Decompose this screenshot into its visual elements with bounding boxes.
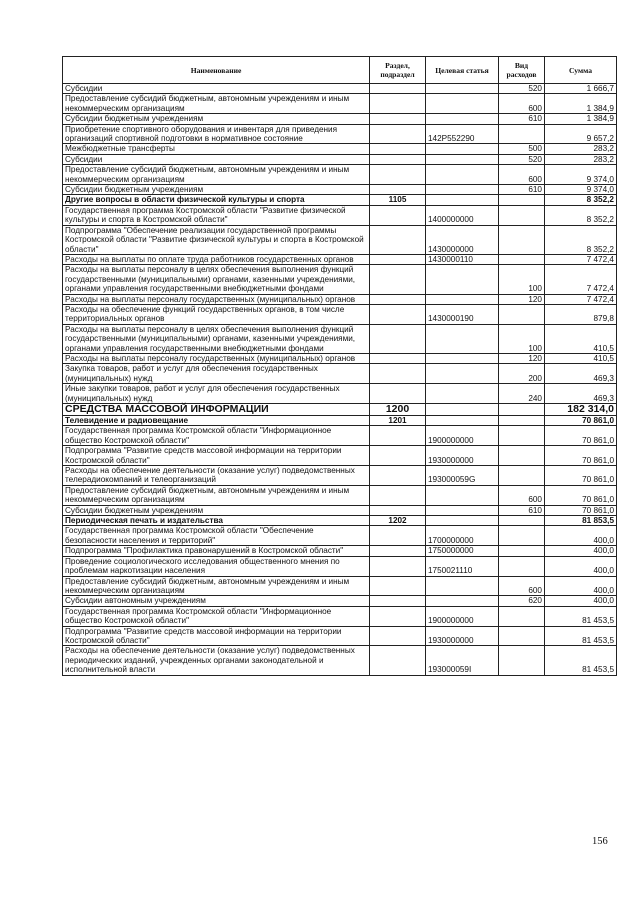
table-row [63, 294, 617, 304]
row-target-cell: 1900000000 [426, 606, 499, 626]
row-type-cell [499, 556, 545, 576]
row-type-cell [499, 404, 545, 416]
row-section-cell [370, 185, 426, 195]
row-target-cell [426, 353, 499, 363]
row-section-cell: 1202 [370, 516, 426, 526]
row-sum-cell: 8 352,2 [545, 205, 617, 225]
row-section-cell [370, 466, 426, 486]
row-type-cell [499, 254, 545, 264]
table-row [63, 84, 617, 94]
row-sum-cell: 182 314,0 [545, 404, 617, 416]
row-name-cell: Государственная программа Костромской области "Обеспечение безопасности населения и территорий" [63, 526, 370, 546]
row-type-cell [499, 446, 545, 466]
row-type-cell [499, 516, 545, 526]
row-name-cell: Предоставление субсидий бюджетным, автономным учреждениям и иным некоммерческим организациям [63, 576, 370, 596]
row-type-cell [499, 466, 545, 486]
row-type-cell [499, 626, 545, 646]
row-type-cell: 600 [499, 165, 545, 185]
row-type-cell: 200 [499, 364, 545, 384]
row-section-cell [370, 526, 426, 546]
row-target-cell: 1930000000 [426, 626, 499, 646]
table-row [63, 446, 617, 466]
row-type-cell [499, 646, 545, 675]
header-section: Раздел, подраздел [370, 57, 426, 84]
row-sum-cell: 70 861,0 [545, 505, 617, 515]
row-name-cell: Субсидии бюджетным учреждениям [63, 114, 370, 124]
row-section-cell [370, 384, 426, 404]
table-row [63, 94, 617, 114]
row-section-cell [370, 254, 426, 264]
row-name-cell: Другие вопросы в области физической культуры и спорта [63, 195, 370, 205]
table-row [63, 416, 617, 426]
row-type-cell [499, 426, 545, 446]
table-row [63, 304, 617, 324]
row-type-cell: 520 [499, 84, 545, 94]
row-type-cell: 100 [499, 265, 545, 294]
table-row [63, 546, 617, 556]
row-sum-cell: 400,0 [545, 556, 617, 576]
row-sum-cell: 7 472,4 [545, 254, 617, 264]
row-name-cell: Субсидии [63, 84, 370, 94]
row-target-cell: 1430000000 [426, 225, 499, 254]
row-section-cell [370, 353, 426, 363]
row-sum-cell: 283,2 [545, 144, 617, 154]
row-section-cell [370, 265, 426, 294]
row-target-cell: 193000059I [426, 646, 499, 675]
row-section-cell [370, 646, 426, 675]
row-name-cell: Государственная программа Костромской области "Развитие физической культуры и спорта в Костромской области" [63, 205, 370, 225]
row-target-cell: 1430000110 [426, 254, 499, 264]
row-target-cell [426, 384, 499, 404]
row-name-cell: Расходы на выплаты персоналу в целях обеспечения выполнения функций государственными (муниципальными) органами, казенными учреждениями, органами управления государственными внебюджетными фондами [63, 324, 370, 353]
row-type-cell: 600 [499, 485, 545, 505]
header-target: Целевая статья [426, 57, 499, 84]
table-row [63, 384, 617, 404]
table-row [63, 404, 617, 416]
row-sum-cell: 879,8 [545, 304, 617, 324]
row-section-cell [370, 596, 426, 606]
row-sum-cell: 70 861,0 [545, 426, 617, 446]
table-row [63, 485, 617, 505]
row-target-cell [426, 324, 499, 353]
row-section-cell: 1200 [370, 404, 426, 416]
row-name-cell: Расходы на выплаты персоналу государственных (муниципальных) органов [63, 294, 370, 304]
row-type-cell: 600 [499, 576, 545, 596]
row-target-cell [426, 364, 499, 384]
row-type-cell: 240 [499, 384, 545, 404]
header-type: Вид расходов [499, 57, 545, 84]
row-target-cell [426, 505, 499, 515]
table-row [63, 324, 617, 353]
row-section-cell [370, 556, 426, 576]
row-target-cell: 1700000000 [426, 526, 499, 546]
row-sum-cell: 283,2 [545, 154, 617, 164]
row-target-cell: 1750000000 [426, 546, 499, 556]
row-name-cell: Расходы на выплаты по оплате труда работников государственных органов [63, 254, 370, 264]
row-sum-cell: 70 861,0 [545, 446, 617, 466]
row-section-cell [370, 626, 426, 646]
row-sum-cell: 9 657,2 [545, 124, 617, 144]
row-section-cell [370, 144, 426, 154]
row-name-cell: Закупка товаров, работ и услуг для обеспечения государственных (муниципальных) нужд [63, 364, 370, 384]
row-section-cell [370, 114, 426, 124]
table-row [63, 185, 617, 195]
row-target-cell [426, 185, 499, 195]
row-name-cell: Приобретение спортивного оборудования и инвентаря для приведения организаций спортивной подготовки в нормативное состояние [63, 124, 370, 144]
row-target-cell: 1430000190 [426, 304, 499, 324]
row-target-cell [426, 144, 499, 154]
table-row [63, 364, 617, 384]
row-section-cell [370, 124, 426, 144]
row-sum-cell: 81 453,5 [545, 646, 617, 675]
row-sum-cell: 1 666,7 [545, 84, 617, 94]
row-name-cell: Периодическая печать и издательства [63, 516, 370, 526]
row-name-cell: Межбюджетные трансферты [63, 144, 370, 154]
row-type-cell: 610 [499, 114, 545, 124]
row-name-cell: Телевидение и радиовещание [63, 416, 370, 426]
table-row [63, 254, 617, 264]
row-name-cell: Расходы на обеспечение функций государственных органов, в том числе территориальных органов [63, 304, 370, 324]
row-sum-cell: 8 352,2 [545, 225, 617, 254]
table-row [63, 505, 617, 515]
row-sum-cell: 70 861,0 [545, 466, 617, 486]
table-row [63, 144, 617, 154]
row-sum-cell: 9 374,0 [545, 165, 617, 185]
table-row [63, 626, 617, 646]
row-target-cell [426, 165, 499, 185]
row-section-cell: 1201 [370, 416, 426, 426]
table-row [63, 576, 617, 596]
row-target-cell: 1930000000 [426, 446, 499, 466]
table-row [63, 124, 617, 144]
row-sum-cell: 400,0 [545, 546, 617, 556]
row-name-cell: Расходы на обеспечение деятельности (оказание услуг) подведомственных периодических изданий, учрежденных органами законодательной и исполнительной власти [63, 646, 370, 675]
table-row [63, 606, 617, 626]
row-section-cell [370, 364, 426, 384]
row-sum-cell: 410,5 [545, 353, 617, 363]
row-section-cell [370, 304, 426, 324]
row-name-cell: СРЕДСТВА МАССОВОЙ ИНФОРМАЦИИ [63, 404, 370, 416]
row-section-cell [370, 94, 426, 114]
row-section-cell [370, 294, 426, 304]
table-row [63, 646, 617, 675]
row-type-cell [499, 225, 545, 254]
row-section-cell [370, 225, 426, 254]
row-name-cell: Субсидии бюджетным учреждениям [63, 185, 370, 195]
table-row [63, 205, 617, 225]
table-row [63, 114, 617, 124]
row-target-cell [426, 114, 499, 124]
row-target-cell [426, 485, 499, 505]
row-type-cell [499, 416, 545, 426]
row-target-cell [426, 416, 499, 426]
row-target-cell [426, 576, 499, 596]
row-type-cell: 120 [499, 294, 545, 304]
page-number: 156 [592, 836, 608, 847]
row-section-cell [370, 205, 426, 225]
row-sum-cell: 469,3 [545, 384, 617, 404]
row-section-cell [370, 606, 426, 626]
row-name-cell: Подпрограмма "Обеспечение реализации государственной программы Костромской области "Развитие физической культуры и спорта в Костромской области" [63, 225, 370, 254]
row-type-cell: 500 [499, 144, 545, 154]
row-type-cell: 120 [499, 353, 545, 363]
row-section-cell [370, 446, 426, 466]
row-type-cell [499, 546, 545, 556]
row-section-cell [370, 84, 426, 94]
row-target-cell [426, 84, 499, 94]
row-sum-cell: 400,0 [545, 596, 617, 606]
row-sum-cell: 7 472,4 [545, 294, 617, 304]
row-type-cell [499, 606, 545, 626]
row-name-cell: Расходы на выплаты персоналу в целях обеспечения выполнения функций государственными (муниципальными) органами, казенными учреждениями, органами управления государственными внебюджетными фондами [63, 265, 370, 294]
row-sum-cell: 81 453,5 [545, 606, 617, 626]
row-type-cell [499, 304, 545, 324]
row-name-cell: Субсидии автономным учреждениям [63, 596, 370, 606]
row-name-cell: Предоставление субсидий бюджетным, автономным учреждениям и иным некоммерческим организациям [63, 165, 370, 185]
row-target-cell [426, 596, 499, 606]
row-sum-cell: 469,3 [545, 364, 617, 384]
row-type-cell [499, 526, 545, 546]
table-row [63, 596, 617, 606]
row-type-cell: 100 [499, 324, 545, 353]
row-name-cell: Субсидии [63, 154, 370, 164]
table-body [63, 84, 617, 676]
table-row [63, 195, 617, 205]
row-name-cell: Подпрограмма "Развитие средств массовой информации на территории Костромской области" [63, 626, 370, 646]
row-target-cell [426, 294, 499, 304]
table-row [63, 466, 617, 486]
row-name-cell: Расходы на обеспечение деятельности (оказание услуг) подведомственных телерадиокомпаний и телеорганизаций [63, 466, 370, 486]
table-row [63, 225, 617, 254]
row-section-cell [370, 154, 426, 164]
row-sum-cell: 400,0 [545, 576, 617, 596]
row-target-cell: 142Р552290 [426, 124, 499, 144]
table-row [63, 165, 617, 185]
row-section-cell [370, 426, 426, 446]
row-name-cell: Расходы на выплаты персоналу государственных (муниципальных) органов [63, 353, 370, 363]
row-sum-cell: 410,5 [545, 324, 617, 353]
row-sum-cell: 1 384,9 [545, 114, 617, 124]
row-target-cell [426, 516, 499, 526]
row-type-cell: 600 [499, 94, 545, 114]
header-sum: Сумма [545, 57, 617, 84]
table-row [63, 426, 617, 446]
row-section-cell: 1105 [370, 195, 426, 205]
row-name-cell: Государственная программа Костромской области "Информационное общество Костромской области" [63, 426, 370, 446]
table-row [63, 516, 617, 526]
row-name-cell: Предоставление субсидий бюджетным, автономным учреждениям и иным некоммерческим организациям [63, 94, 370, 114]
row-name-cell: Подпрограмма "Развитие средств массовой информации на территории Костромской области" [63, 446, 370, 466]
row-type-cell: 620 [499, 596, 545, 606]
row-section-cell [370, 546, 426, 556]
row-target-cell [426, 94, 499, 114]
row-sum-cell: 7 472,4 [545, 265, 617, 294]
row-sum-cell: 1 384,9 [545, 94, 617, 114]
row-section-cell [370, 324, 426, 353]
row-name-cell: Предоставление субсидий бюджетным, автономным учреждениям и иным некоммерческим организациям [63, 485, 370, 505]
row-name-cell: Подпрограмма "Профилактика правонарушений в Костромской области" [63, 546, 370, 556]
row-type-cell [499, 124, 545, 144]
table-row [63, 556, 617, 576]
row-section-cell [370, 485, 426, 505]
row-name-cell: Субсидии бюджетным учреждениям [63, 505, 370, 515]
row-type-cell: 610 [499, 505, 545, 515]
table-header-row [63, 57, 617, 84]
row-target-cell [426, 404, 499, 416]
row-name-cell: Государственная программа Костромской области "Информационное общество Костромской области" [63, 606, 370, 626]
row-sum-cell: 8 352,2 [545, 195, 617, 205]
row-type-cell: 610 [499, 185, 545, 195]
table-row [63, 526, 617, 546]
budget-table [62, 56, 617, 676]
row-sum-cell: 400,0 [545, 526, 617, 546]
table-row [63, 353, 617, 363]
row-section-cell [370, 505, 426, 515]
row-sum-cell: 9 374,0 [545, 185, 617, 195]
row-target-cell [426, 265, 499, 294]
row-target-cell: 1400000000 [426, 205, 499, 225]
row-section-cell [370, 165, 426, 185]
row-target-cell [426, 195, 499, 205]
row-sum-cell: 70 861,0 [545, 416, 617, 426]
row-type-cell: 520 [499, 154, 545, 164]
row-sum-cell: 81 853,5 [545, 516, 617, 526]
header-name: Наименование [63, 57, 370, 84]
table-row [63, 154, 617, 164]
row-target-cell: 1900000000 [426, 426, 499, 446]
row-section-cell [370, 576, 426, 596]
row-target-cell [426, 154, 499, 164]
row-type-cell [499, 195, 545, 205]
row-sum-cell: 81 453,5 [545, 626, 617, 646]
table-row [63, 265, 617, 294]
row-sum-cell: 70 861,0 [545, 485, 617, 505]
row-target-cell: 1750021110 [426, 556, 499, 576]
row-name-cell: Иные закупки товаров, работ и услуг для обеспечения государственных (муниципальных) нужд [63, 384, 370, 404]
row-target-cell: 193000059G [426, 466, 499, 486]
row-type-cell [499, 205, 545, 225]
row-name-cell: Проведение социологического исследования общественного мнения по проблемам наркотизации населения [63, 556, 370, 576]
